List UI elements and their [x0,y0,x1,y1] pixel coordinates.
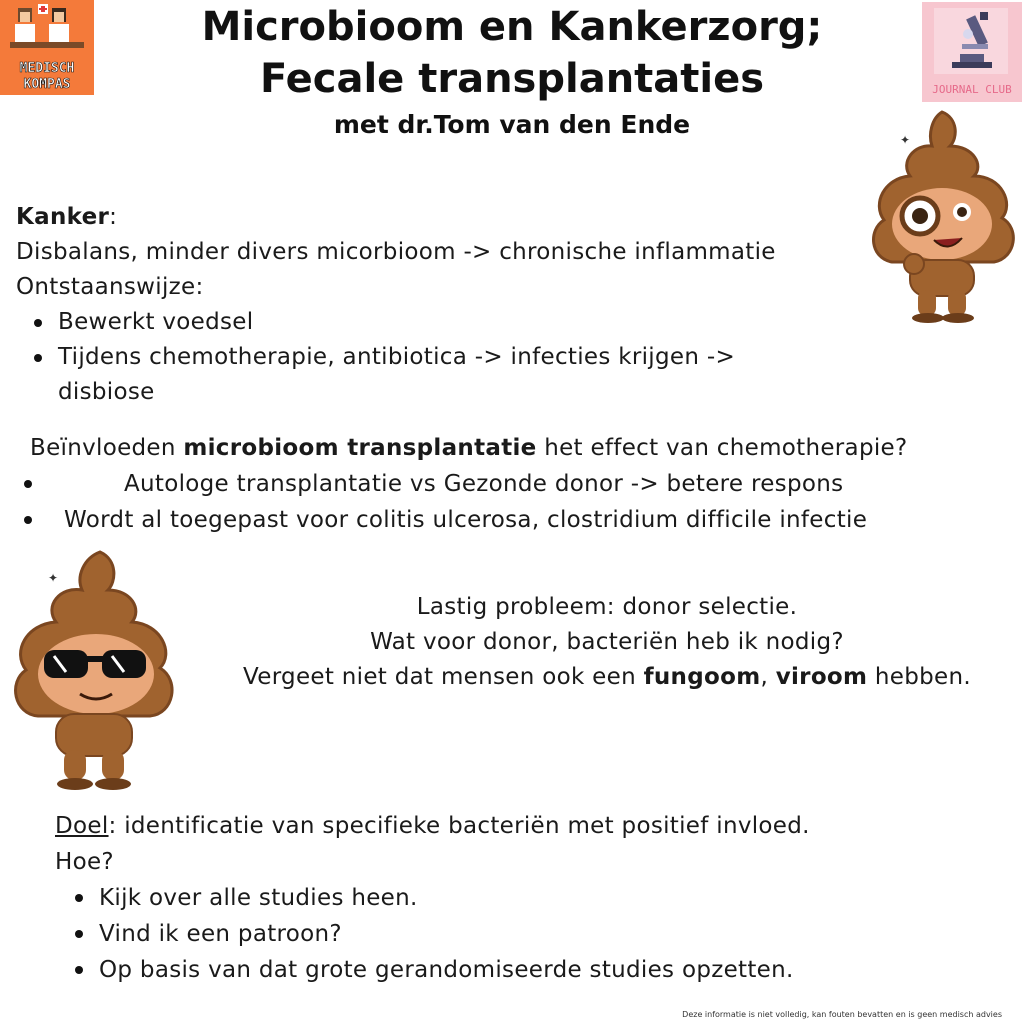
question-post: het effect van chemotherapie? [536,435,908,461]
list-item: Tijdens chemotherapie, antibiotica -> infecties krijgen -> [20,340,776,375]
svg-text:✦: ✦ [900,133,911,147]
donor-line-3 [190,660,1024,695]
doel-how: Hoe? [55,849,114,875]
doel-line [55,808,810,844]
doel-bullets [61,880,810,988]
list-item [10,466,867,502]
kanker-bullets [20,305,776,375]
section-kanker [16,200,776,410]
logo-left-text-2: KOMPAS [23,77,71,92]
transplantatie-bullets [10,466,867,538]
kanker-heading: Kanker [16,204,110,230]
donor-line-1: Lastig probleem: donor selectie. [416,594,798,620]
kanker-heading-colon: : [109,204,118,230]
transplantatie-question [30,430,908,466]
page-subtitle: met dr.Tom van den Ende [333,110,691,139]
list-item: Kijk over alle studies heen. [61,880,810,916]
section-doel [55,808,810,988]
donor-line-3-post: hebben. [867,664,971,690]
transplantatie-list [10,466,867,538]
donor-line-2: Wat voor donor, bacteriën heb ik nodig? [370,629,844,655]
mascot-magnifier [862,104,1024,326]
list-item-continuation: disbiose [58,379,155,405]
svg-text:✦: ✦ [48,571,59,585]
logo-right-text: JOURNAL CLUB [932,83,1012,96]
page-title-line-2: Fecale transplantaties [259,56,765,102]
page-title-line-1: Microbioom en Kankerzorg; [201,4,823,50]
section-transplantatie [30,430,908,466]
poop-cool-icon [4,546,184,796]
question-pre: Beïnvloeden [30,435,184,461]
list-item: Bewerkt voedsel [20,305,776,340]
question-bold: microbioom transplantatie [183,435,537,461]
doel-label: Doel [55,813,109,839]
donor-viroom: viroom [775,664,868,690]
poop-detective-icon [862,104,1024,326]
disclaimer: Deze informatie is niet volledig, kan fouten bevatten en is geen medisch advies [682,1010,1002,1019]
bullet-2-text: Wordt al toegepast voor colitis ulcerosa, clostridium difficile infectie [64,507,868,533]
donor-line-3-mid: , [760,664,776,690]
donor-fungoom: fungoom [643,664,761,690]
list-item: Op basis van dat grote gerandomiseerde studies opzetten. [61,952,810,988]
bullet-1-text: Autologe transplantatie vs Gezonde donor -> betere respons [124,471,844,497]
kanker-line-1: Disbalans, minder divers micorbioom -> chronische inflammatie [16,239,776,265]
mascot-sunglasses [4,546,184,796]
logo-left-text-1: MEDISCH [19,61,75,76]
list-item: Vind ik een patroon? [61,916,810,952]
list-item [10,502,867,538]
section-donor [190,590,1024,695]
donor-line-3-pre: Vergeet niet dat mensen ook een [243,664,644,690]
kanker-line-2: Ontstaanswijze: [16,274,204,300]
doel-text: : identificatie van specifieke bacteriën met positief invloed. [108,813,810,839]
kanker-heading-row [16,200,776,235]
